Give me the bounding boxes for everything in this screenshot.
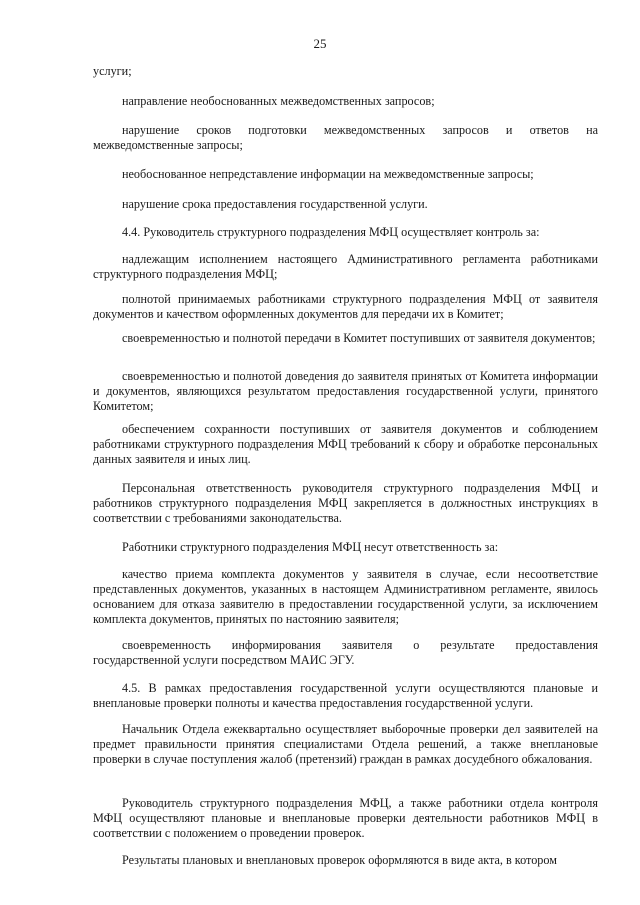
paragraph-10: своевременностью и полнотой доведения до заявителя принятых от Комитета информации и документов, являющихся результатом предоставления государственной услуги, принятого Комитетом; <box>93 369 598 413</box>
paragraph-16: 4.5. В рамках предоставления государственной услуги осуществляются плановые и внеплановые проверки полноты и качества предоставления государственной услуги. <box>93 681 598 710</box>
paragraph-1: услуги; <box>93 64 132 78</box>
paragraph-18: Руководитель структурного подразделения МФЦ, а также работники отдела контроля МФЦ осуществляют плановые и внеплановые проверки деятельности работников МФЦ в соответствии с положением о проведении проверок. <box>93 796 598 840</box>
paragraph-19: Результаты плановых и внеплановых проверок оформляются в виде акта, в котором <box>122 853 557 867</box>
paragraph-8: полнотой принимаемых работниками структурного подразделения МФЦ от заявителя документов и качеством оформленных документов для передачи их в Комитет; <box>93 292 598 321</box>
paragraph-6: 4.4. Руководитель структурного подразделения МФЦ осуществляет контроль за: <box>122 225 540 239</box>
paragraph-3: нарушение сроков подготовки межведомственных запросов и ответов на межведомственные запросы; <box>93 123 598 152</box>
paragraph-14: качество приема комплекта документов у заявителя в случае, если несоответствие представленных документов, указанных в настоящем Административном регламенте, явилось основанием для отказа заявителю в предоставлении государственной услуги, за исключением комплекта документов, принятых по настоянию заявителя; <box>93 567 598 626</box>
paragraph-7: надлежащим исполнением настоящего Административного регламента работниками структурного подразделения МФЦ; <box>93 252 598 281</box>
paragraph-11: обеспечением сохранности поступивших от заявителя документов и соблюдением работниками структурного подразделения МФЦ требований к сбору и обработке персональных данных заявителя и иных лиц. <box>93 422 598 466</box>
paragraph-15: своевременность информирования заявителя о результате предоставления государственной услуги посредством МАИС ЭГУ. <box>93 638 598 667</box>
paragraph-4: необоснованное непредставление информации на межведомственные запросы; <box>122 167 534 181</box>
paragraph-17: Начальник Отдела ежеквартально осуществляет выборочные проверки дел заявителей на предмет правильности принятия специалистами Отдела решений, а также внеплановые проверки в случае поступления жалоб (претензий) граждан в рамках досудебного обжалования. <box>93 722 598 766</box>
paragraph-9: своевременностью и полнотой передачи в Комитет поступивших от заявителя документов; <box>122 331 596 345</box>
paragraph-2: направление необоснованных межведомственных запросов; <box>122 94 435 108</box>
page-number: 25 <box>313 36 327 51</box>
paragraph-5: нарушение срока предоставления государственной услуги. <box>122 197 428 211</box>
paragraph-13: Работники структурного подразделения МФЦ несут ответственность за: <box>122 540 499 554</box>
paragraph-12: Персональная ответственность руководителя структурного подразделения МФЦ и работников структурного подразделения МФЦ закрепляется в должностных инструкциях в соответствии с требованиями законодательства. <box>93 481 598 525</box>
